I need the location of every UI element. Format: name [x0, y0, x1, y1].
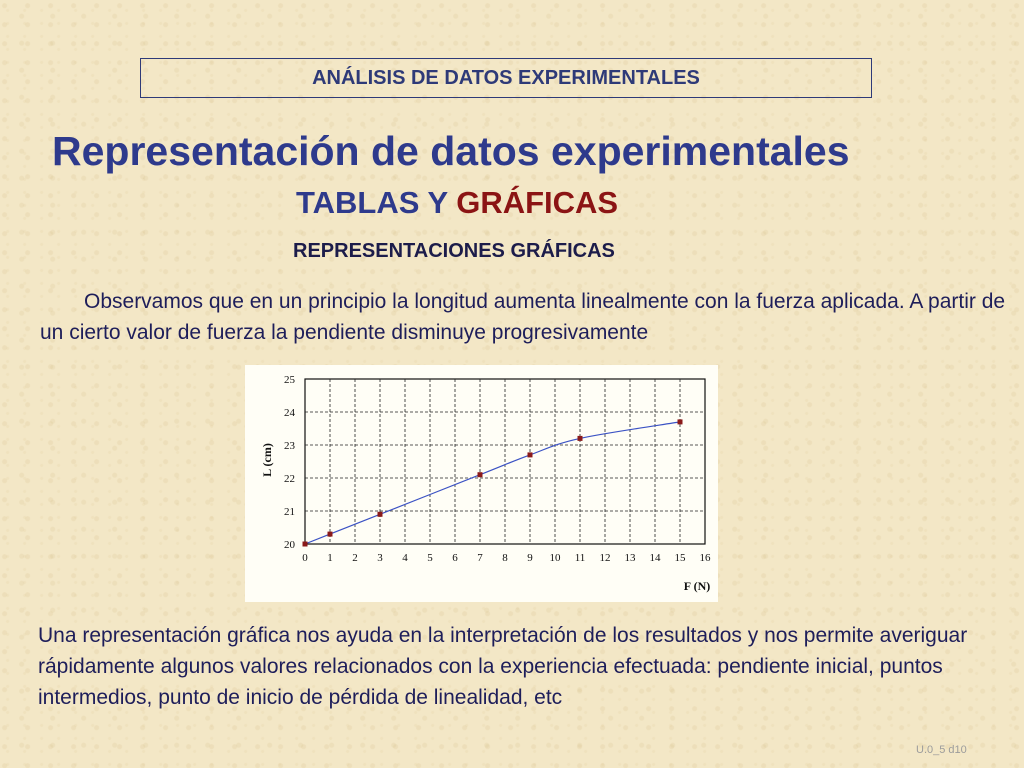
section-heading: REPRESENTACIONES GRÁFICAS [293, 240, 615, 262]
header-box [140, 58, 872, 98]
x-tick-label: 11 [574, 552, 586, 564]
y-tick-label: 23 [284, 440, 295, 452]
x-tick-label: 7 [477, 552, 483, 564]
x-tick-label: 1 [327, 552, 333, 564]
paragraph-observation [40, 286, 1015, 348]
fit-curve [305, 422, 680, 544]
x-tick-label: 16 [699, 552, 711, 564]
length-force-chart [245, 365, 718, 602]
y-tick-label: 24 [284, 407, 295, 419]
data-point [478, 472, 483, 477]
x-axis-label: F (N) [683, 579, 711, 593]
y-axis-label: L (cm) [260, 443, 274, 477]
x-tick-label: 0 [302, 552, 308, 564]
x-tick-label: 3 [377, 552, 383, 564]
y-tick-label: 25 [284, 374, 295, 386]
paragraph-conclusion: Una representación gráfica nos ayuda en la interpretación de los resultados y nos permite averiguar rápidamente algunos valores relacionados con la experiencia efectuada: pendiente inicial, puntos intermedios, punto de inicio de pérdida de linealidad, etc [38, 624, 968, 709]
data-point [578, 436, 583, 441]
header-label: ANÁLISIS DE DATOS EXPERIMENTALES [312, 66, 700, 89]
x-tick-label: 10 [549, 552, 561, 564]
data-point [378, 512, 383, 517]
page-title: Representación de datos experimentales [52, 128, 850, 174]
x-tick-label: 9 [527, 552, 533, 564]
subtitle-graphs: GRÁFICAS [456, 185, 619, 220]
paragraph-observation-text: Observamos que en un principio la longitud aumenta linealmente con la fuerza aplicada. A partir de un cierto valor de fuerza la pendiente disminuye progresivamente [40, 290, 1006, 344]
x-tick-label: 13 [624, 552, 636, 564]
x-tick-label: 8 [502, 552, 508, 564]
x-tick-label: 12 [599, 552, 611, 564]
x-tick-label: 6 [452, 552, 458, 564]
x-tick-label: 2 [352, 552, 358, 564]
x-tick-label: 14 [649, 552, 661, 564]
y-tick-label: 22 [284, 473, 295, 485]
data-point [528, 452, 533, 457]
data-point [328, 532, 333, 537]
data-point [678, 419, 683, 424]
subtitle [296, 185, 618, 221]
data-point [303, 542, 308, 547]
y-tick-label: 20 [284, 539, 295, 551]
slide-number: U.0_5 d10 [916, 744, 967, 756]
chart-panel [245, 365, 718, 602]
subtitle-tables: TABLAS Y [296, 185, 457, 220]
x-tick-label: 15 [674, 552, 686, 564]
y-tick-label: 21 [284, 506, 295, 518]
x-tick-label: 5 [427, 552, 433, 564]
x-tick-label: 4 [402, 552, 408, 564]
